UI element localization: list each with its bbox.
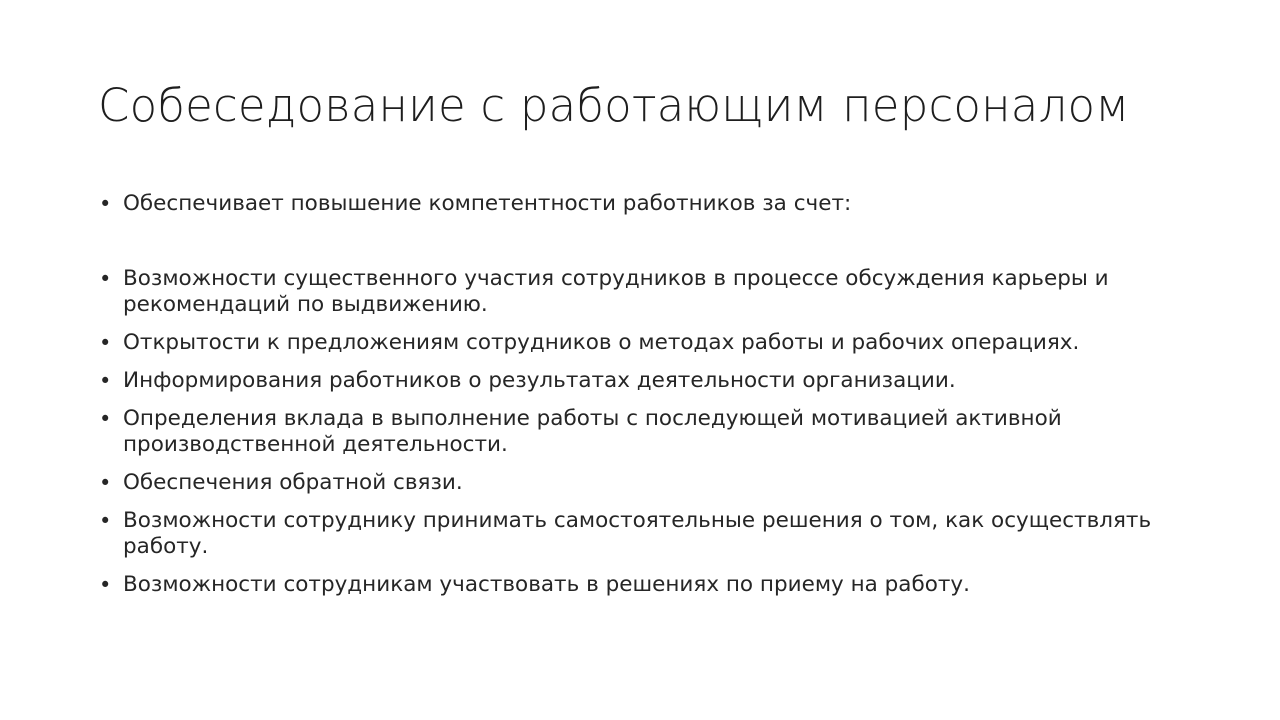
list-item — [98, 470, 1198, 496]
list-item-text: Обеспечения обратной связи. — [123, 470, 463, 495]
bullet-icon: • — [99, 331, 112, 355]
list-item-text: Возможности существенного участия сотрудников в процессе обсуждения карьеры и рекомендаций по выдвижению. — [123, 266, 1109, 317]
list-item-text: Определения вклада в выполнение работы с последующей мотивацией активной производственной деятельности. — [123, 406, 1062, 457]
list-item — [98, 572, 1198, 598]
list-item — [98, 508, 1198, 560]
list-item — [98, 406, 1198, 458]
bullet-icon: • — [99, 407, 112, 431]
list-item — [98, 266, 1198, 318]
list-item-text: Возможности сотруднику принимать самостоятельные решения о том, как осуществлять работу. — [123, 508, 1152, 559]
bullet-icon: • — [99, 471, 112, 495]
bullet-icon: • — [99, 573, 112, 597]
list-item-text: Информирования работников о результатах деятельности организации. — [123, 368, 956, 393]
slide-title: Собеседование с работающим персоналом — [98, 79, 1130, 132]
lead-text: Обеспечивает повышение компетентности работников за счет: — [123, 191, 852, 216]
bullet-icon: • — [99, 267, 112, 291]
bullet-list — [98, 266, 1198, 610]
bullet-icon: • — [99, 192, 112, 216]
bullet-icon: • — [99, 369, 112, 393]
bullet-icon: • — [99, 509, 112, 533]
lead-paragraph — [98, 191, 1198, 217]
list-item-text: Возможности сотрудникам участвовать в решениях по приему на работу. — [123, 572, 970, 597]
list-item — [98, 368, 1198, 394]
list-item-text: Открытости к предложениям сотрудников о методах работы и рабочих операциях. — [123, 330, 1080, 355]
lead-item — [98, 191, 1198, 217]
list-item — [98, 330, 1198, 356]
